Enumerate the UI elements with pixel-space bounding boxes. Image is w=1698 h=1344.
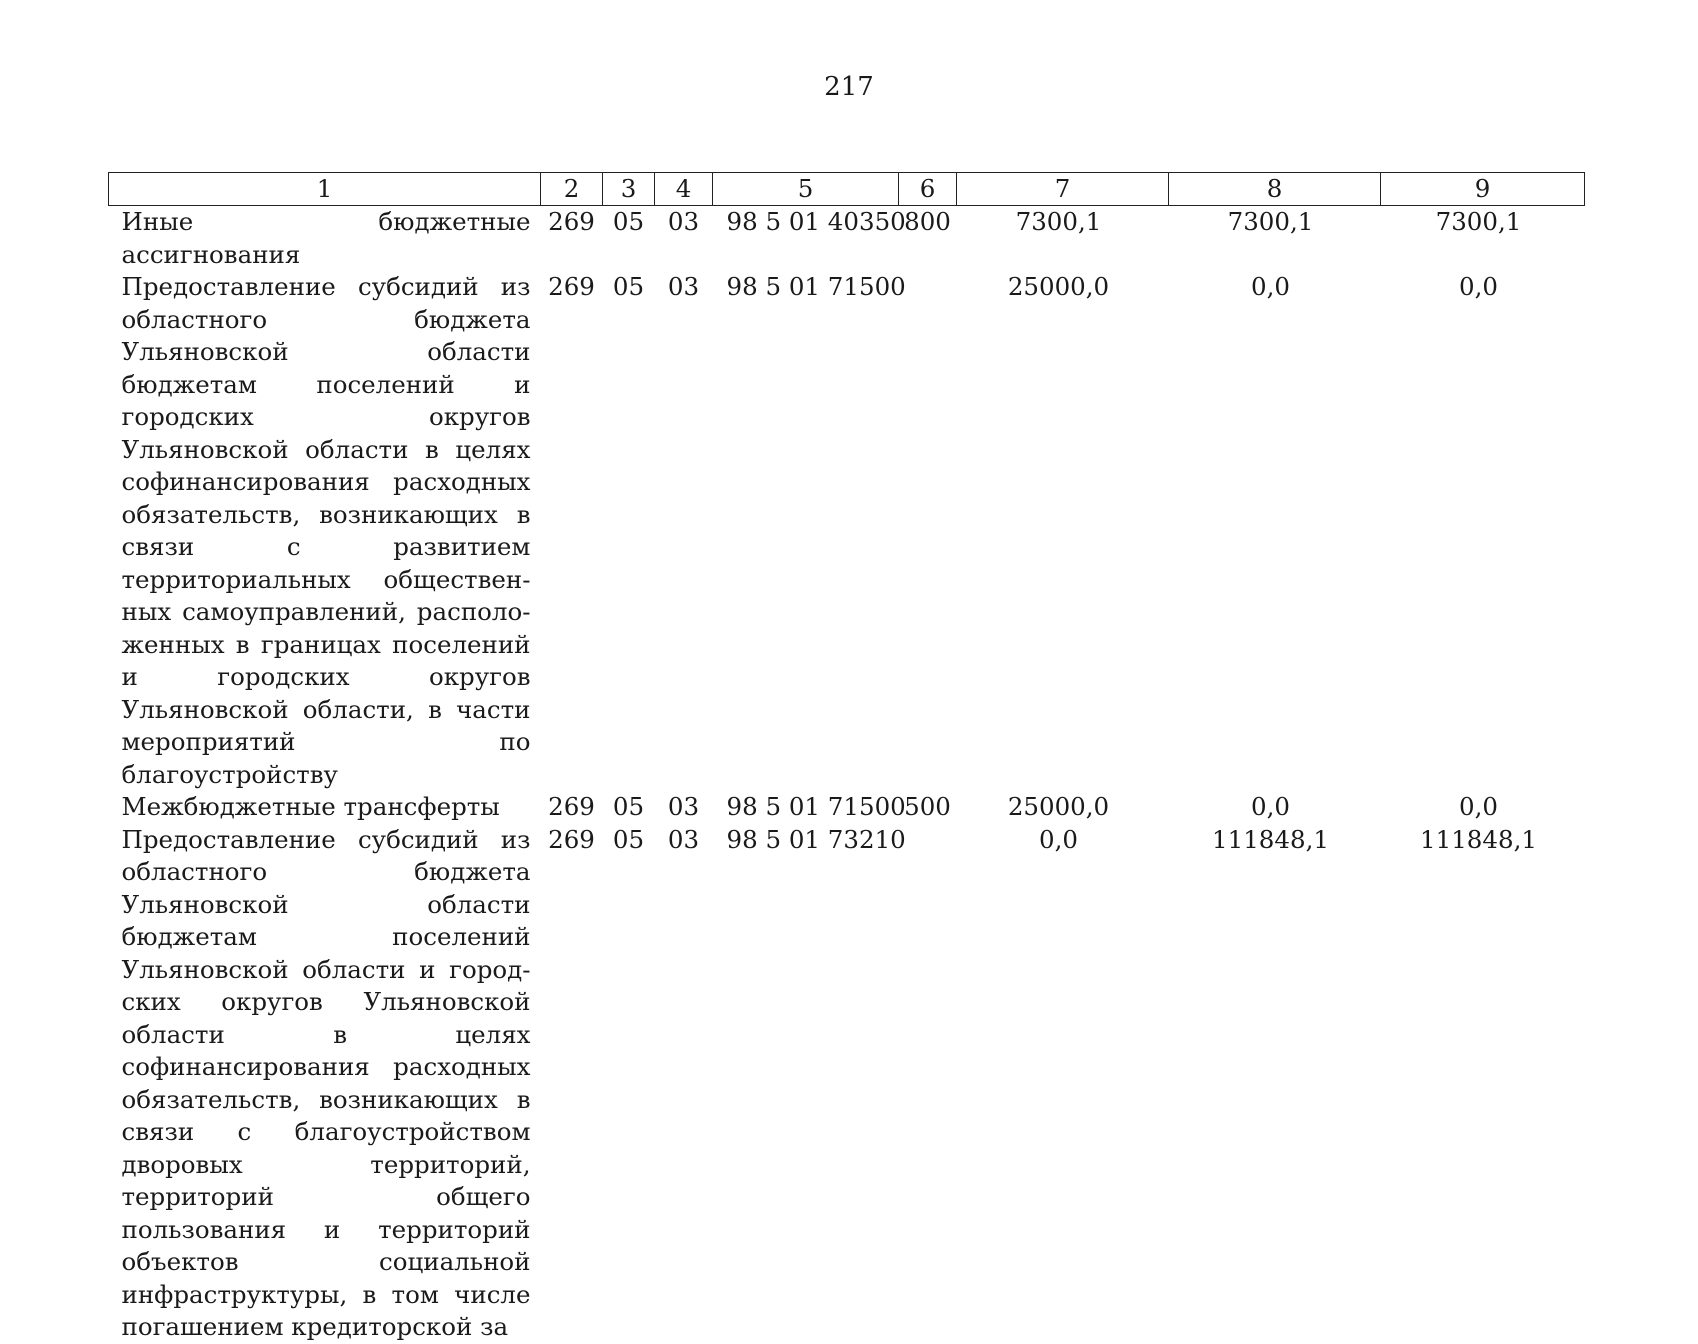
- row-cell: 500: [904, 792, 951, 821]
- table-row: [109, 206, 1585, 272]
- table-body: [109, 206, 1585, 1344]
- table-row: [109, 271, 1585, 791]
- row-cell: 0,0: [1459, 792, 1498, 821]
- row-name: Предоставление субсидий из областного бюджета Ульяновской области бюджетам поселений Ульяновской области и городских округов Ульяновской области в целях софинансирования расходных обязательств, возникающих в связи с благоустройством дворовых территорий, территорий общего пользования и территорий объектов социальной инфраструктуры, в том числе погашением кредиторской за: [121, 824, 531, 1341]
- row-cell: 03: [667, 272, 700, 301]
- row-cell: 05: [612, 272, 645, 301]
- row-cell: 98 5 01 71500: [726, 792, 906, 821]
- row-cell: 111848,1: [1420, 824, 1537, 854]
- row-cell: 7300,1: [1227, 207, 1314, 236]
- row-cell: 269: [548, 824, 595, 854]
- column-header: 2: [541, 173, 603, 206]
- row-cell: 05: [612, 792, 645, 821]
- row-cell: 03: [667, 207, 700, 236]
- row-cell: 0,0: [1459, 272, 1498, 301]
- row-cell: 03: [667, 792, 700, 821]
- row-name: Иные бюджетные ассигнования: [121, 207, 531, 269]
- row-cell: 03: [667, 824, 700, 854]
- row-name: Предоставление субсидий из областного бюджета Ульяновской области бюджетам поселений и городских округов Ульяновской области в целях софинансирования расходных обязательств, возникающих в связи с развитием территориальных общественных самоуправлений, расположенных в границах поселений и городских округов Ульяновской области, в части мероприятий по благоустройству: [121, 272, 531, 789]
- row-cell: 0,0: [1251, 792, 1290, 821]
- row-cell: 269: [548, 272, 595, 301]
- row-cell: 111848,1: [1212, 824, 1329, 854]
- column-header: 3: [603, 173, 655, 206]
- column-header: 8: [1169, 173, 1381, 206]
- header-row: [109, 173, 1585, 206]
- column-header: 1: [109, 173, 541, 206]
- budget-table: [108, 172, 1585, 1344]
- row-cell: 98 5 01 71500: [726, 272, 906, 301]
- row-cell: 25000,0: [1007, 792, 1110, 821]
- row-cell: 98 5 01 73210: [726, 824, 906, 854]
- row-cell: 800: [904, 207, 951, 236]
- column-header: 6: [899, 173, 957, 206]
- table-row: [109, 824, 1585, 1344]
- row-cell: [899, 824, 957, 1344]
- table-header: [109, 173, 1585, 206]
- table-row: [109, 791, 1585, 824]
- column-header: 4: [655, 173, 713, 206]
- row-cell: 7300,1: [1015, 207, 1102, 236]
- column-header: 7: [957, 173, 1169, 206]
- row-cell: 05: [612, 824, 645, 854]
- row-cell: 269: [548, 207, 595, 236]
- row-cell: [899, 271, 957, 791]
- row-cell: 05: [612, 207, 645, 236]
- row-cell: 0,0: [1251, 272, 1290, 301]
- page-number: 217: [824, 72, 874, 102]
- column-header: 9: [1381, 173, 1585, 206]
- row-cell: 0,0: [1039, 824, 1078, 854]
- row-cell: 269: [548, 792, 595, 821]
- row-cell: 7300,1: [1435, 207, 1522, 236]
- row-name: Межбюджетные трансферты: [121, 792, 500, 821]
- column-header: 5: [713, 173, 899, 206]
- row-cell: 25000,0: [1007, 272, 1110, 301]
- row-cell: 98 5 01 40350: [726, 207, 906, 236]
